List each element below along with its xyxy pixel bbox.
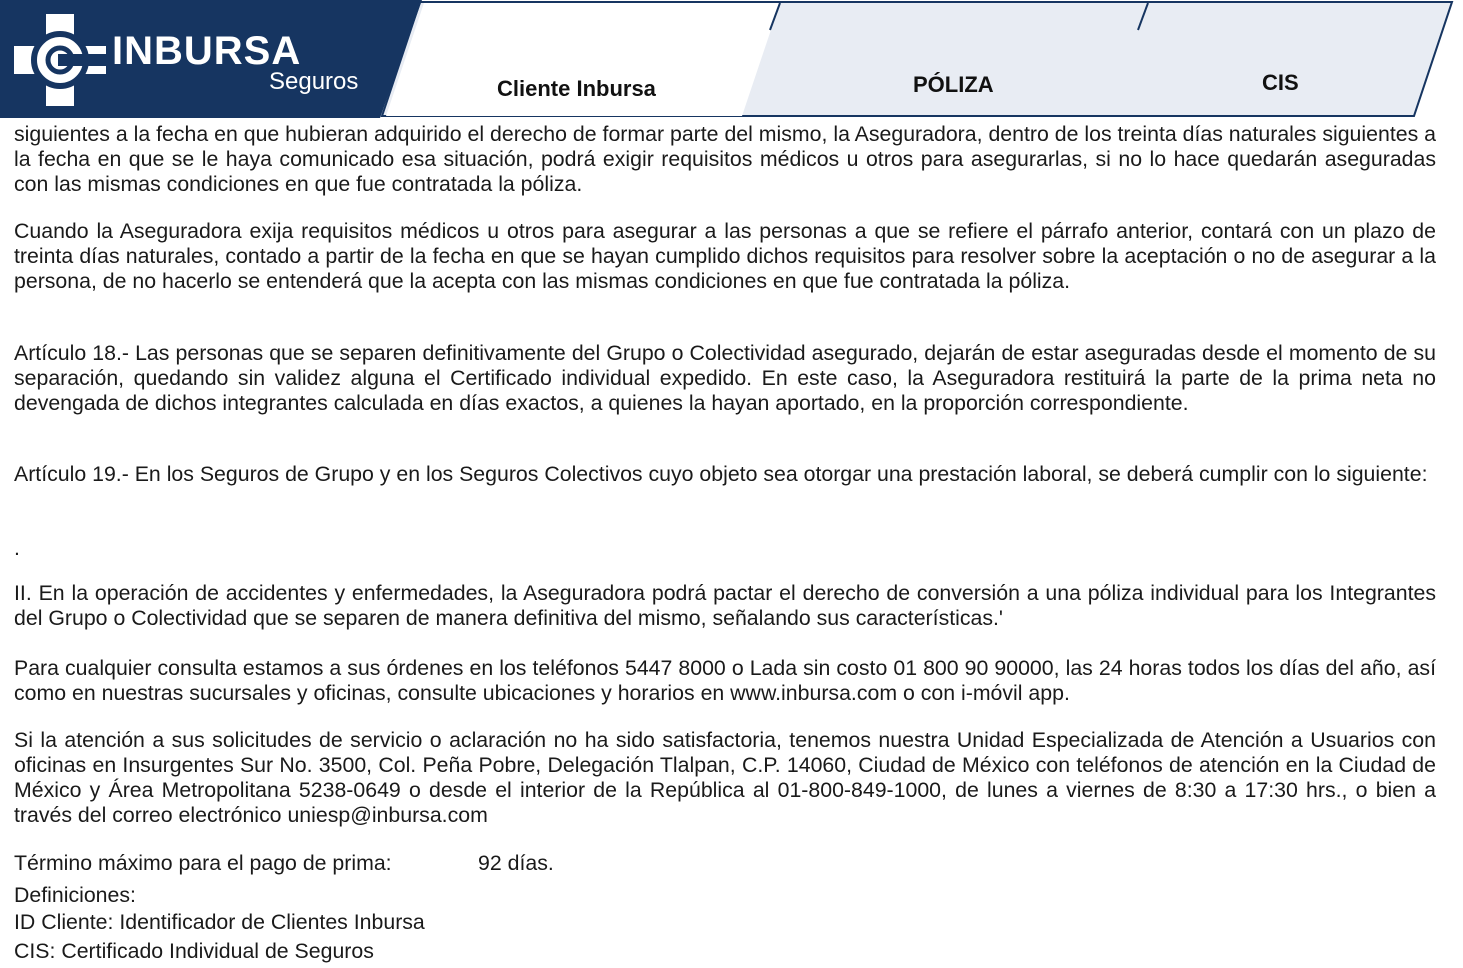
paragraph-article-19-ii: II. En la operación de accidentes y enfermedades, la Aseguradora podrá pactar el derecho de conversión a una póliza individual para los Integrantes del Grupo o Colectividad que se separen de manera definitiva del mismo, señalando sus características.' xyxy=(14,581,1436,630)
inbursa-logo-icon xyxy=(14,14,106,106)
definition-item: ID Cliente: Identificador de Clientes Inbursa xyxy=(14,910,425,934)
paragraph-une-info: Si la atención a sus solicitudes de servicio o aclaración no ha sido satisfactoria, tenemos nuestra Unidad Especializada de Atención a Usuarios con oficinas en Insurgentes Sur No. 3500, Col. Peña Pobre, Delegación Tlalpan, C.P. 14060, Ciudad de México con teléfonos de atención en la Ciudad de México y Área Metropolitana 5238-0649 o desde el interior de la República al 01-800-849-1000, de lunes a viernes de 8:30 a 17:30 hrs., o bien a través del correo electrónico uniesp@inbursa.com xyxy=(14,728,1436,827)
paragraph-medical-requirements: Cuando la Aseguradora exija requisitos médicos u otros para asegurar a las personas a que se refiere el párrafo anterior, contará con un plazo de treinta días naturales, contado a partir de la fecha en que se hayan cumplido dichos requisitos para resolver sobre la aceptación o no de asegurar a la persona, de no hacerlo se entenderá que la acepta con las mismas condiciones en que fue contratada la póliza. xyxy=(14,219,1436,293)
paragraph-article-19: Artículo 19.- En los Seguros de Grupo y en los Seguros Colectivos cuyo objeto sea otorgar una prestación laboral, se deberá cumplir con lo siguiente: xyxy=(14,462,1428,486)
paragraph-article-18: Artículo 18.- Las personas que se separen definitivamente del Grupo o Colectividad asegurado, dejarán de estar aseguradas desde el momento de su separación, quedando sin validez alguna el Certificado individual expedido. En este caso, la Aseguradora restituirá la parte de la prima neta no devengada de dichos integrantes calculada en días exactos, a quienes la hayan aportado, en la proporción correspondiente. xyxy=(14,341,1436,415)
premium-term-value: 92 días. xyxy=(478,851,554,875)
brand-name: INBURSA xyxy=(112,29,302,73)
premium-term-label: Término máximo para el pago de prima: xyxy=(14,851,392,875)
tab-cliente-inbursa[interactable]: Cliente Inbursa xyxy=(497,76,656,101)
paragraph-continuation: siguientes a la fecha en que hubieran adquirido el derecho de formar parte del mismo, la Aseguradora, dentro de los treinta días naturales siguientes a la fecha en que se le haya comunicado esa situación, podrá exigir requisitos médicos u otros para asegurarlas, si no lo hace quedarán aseguradas con las mismas condiciones en que fue contratada la póliza. xyxy=(14,122,1436,196)
tab-poliza[interactable]: PÓLIZA xyxy=(913,72,994,97)
paragraph-contact-info: Para cualquier consulta estamos a sus órdenes en los teléfonos 5447 8000 o Lada sin costo 01 800 90 90000, las 24 horas todos los días del año, así como en nuestras sucursales y oficinas, consulte ubicaciones y horarios en www.inbursa.com o con i-móvil app. xyxy=(14,656,1436,705)
paragraph-dot: . xyxy=(14,536,20,560)
definition-item: CIS: Certificado Individual de Seguros xyxy=(14,939,374,963)
brand-subtitle: Seguros xyxy=(269,68,359,95)
definitions-title: Definiciones: xyxy=(14,883,136,907)
tab-cis[interactable]: CIS xyxy=(1262,70,1299,95)
header-bar xyxy=(0,0,1463,118)
